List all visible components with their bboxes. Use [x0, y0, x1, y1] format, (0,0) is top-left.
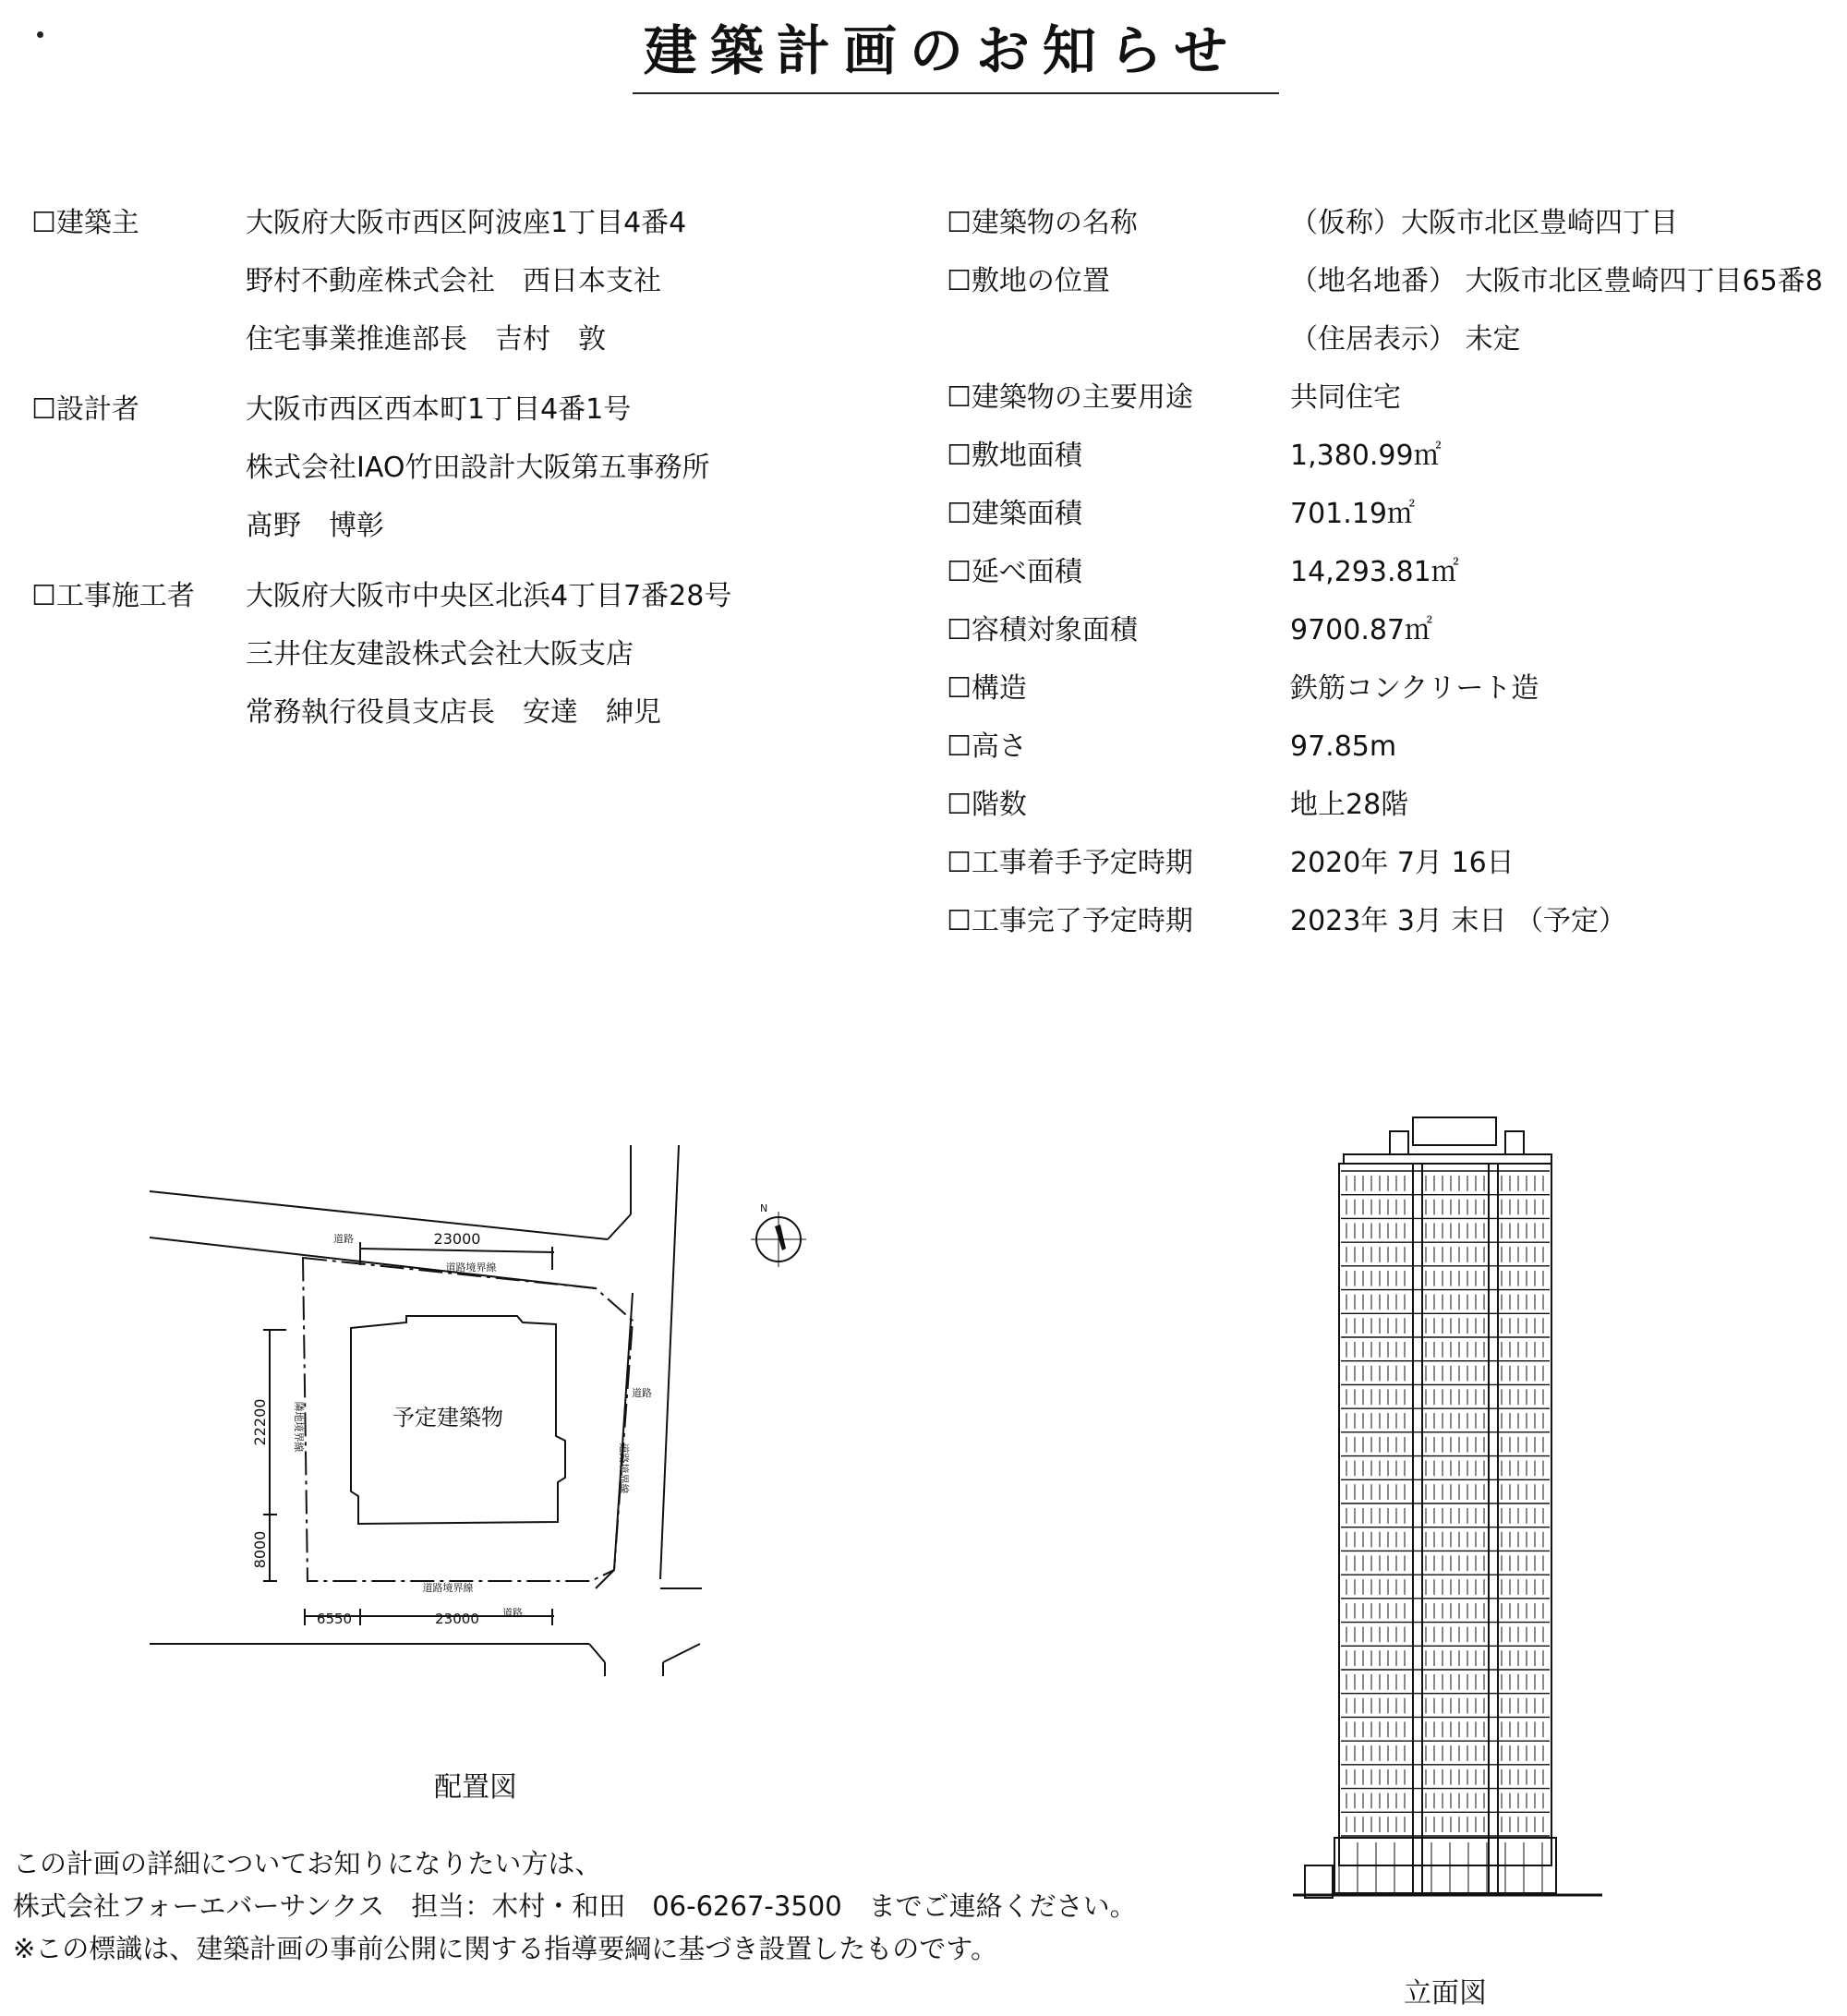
- info-value: （地名地番） 大阪市北区豊崎四丁目65番8: [1290, 265, 1823, 297]
- info-item-height: [947, 718, 1833, 776]
- road-edge-line: [589, 1644, 605, 1662]
- info-value: （住居表示） 未定: [1290, 323, 1521, 356]
- info-value: 701.19㎡: [1290, 498, 1415, 530]
- info-item-far-area: [947, 601, 1833, 659]
- info-label: ☐容積対象面積: [947, 614, 1138, 646]
- info-label: ☐構造: [947, 672, 1027, 705]
- footer-notes: [13, 1842, 1137, 1970]
- left-info-column: [31, 194, 936, 742]
- info-value: 2023年 3月 末日 （予定）: [1290, 905, 1627, 937]
- info-item-building-name: [947, 194, 1833, 252]
- info-item-total-floor-area: [947, 543, 1833, 601]
- side-annex: [1305, 1865, 1333, 1898]
- dimension-label: 23000: [435, 1611, 479, 1627]
- dimension-label: 6550: [316, 1611, 353, 1627]
- rooftop-structure: [1390, 1131, 1408, 1154]
- footer-line: 株式会社フォーエバーサンクス 担当：木村・和田 06-6267-3500 までご連絡ください。: [13, 1890, 1137, 1922]
- site-plan-caption: 配置図: [434, 1771, 517, 1804]
- dimension-line: [360, 1249, 554, 1252]
- info-value: 三井住友建設株式会社大阪支店: [246, 638, 634, 670]
- dimension-label: 22200: [251, 1398, 269, 1446]
- info-item-owner: [31, 194, 936, 368]
- info-value: 1,380.99㎡: [1290, 440, 1442, 472]
- info-label: ☐延べ面積: [947, 556, 1082, 588]
- info-value: 髙野 博彰: [246, 510, 384, 542]
- info-value: 大阪市西区西本町1丁目4番1号: [246, 393, 632, 426]
- north-arrow-icon: [743, 1201, 817, 1274]
- road-boundary-label: 道路境界線: [445, 1262, 497, 1274]
- info-item-floors: [947, 776, 1833, 834]
- info-label: ☐工事着手予定時期: [947, 847, 1193, 879]
- info-item-main-use: [947, 368, 1833, 427]
- site-plan-drawing: [139, 1131, 730, 1704]
- elevation-caption: 立面図: [1404, 1977, 1487, 2010]
- info-value: 97.85m: [1290, 730, 1397, 763]
- footer-line: ※この標識は、建築計画の事前公開に関する指導要綱に基づき設置したものです。: [13, 1933, 997, 1964]
- info-item-contractor: [31, 567, 936, 742]
- footer-line: この計画の詳細についてお知りになりたい方は、: [13, 1848, 602, 1879]
- road-boundary-label: 道路境界線: [422, 1582, 474, 1594]
- info-value: 大阪府大阪市西区阿波座1丁目4番4: [246, 207, 687, 239]
- rooftop-structure: [1413, 1117, 1496, 1145]
- right-info-column: [947, 194, 1833, 950]
- info-value: 鉄筋コンクリート造: [1290, 672, 1539, 705]
- info-item-start-date: [947, 834, 1833, 892]
- elevation-drawing: [1293, 1108, 1625, 1902]
- page-title: 建築計画のお知らせ: [643, 19, 1241, 82]
- road-edge-line: [150, 1191, 608, 1239]
- info-label: ☐工事施工者: [31, 580, 195, 612]
- info-item-designer: [31, 380, 936, 555]
- info-value: 地上28階: [1290, 789, 1409, 821]
- title-underline: [633, 92, 1279, 94]
- info-label: ☐建築主: [31, 207, 139, 239]
- info-value: 住宅事業推進部長 吉村 敦: [246, 323, 606, 356]
- info-value: 14,293.81㎡: [1290, 556, 1459, 588]
- road-label: 道路: [632, 1387, 652, 1399]
- info-label: ☐敷地面積: [947, 440, 1082, 472]
- road-boundary-label: 道路境界線: [618, 1443, 630, 1494]
- info-label: ☐階数: [947, 789, 1027, 821]
- rooftop-structure: [1505, 1131, 1524, 1154]
- info-item-completion-date: [947, 892, 1833, 950]
- info-value: 共同住宅: [1290, 381, 1401, 414]
- roof-parapet: [1344, 1154, 1551, 1164]
- info-value: （仮称）大阪市北区豊崎四丁目: [1290, 207, 1678, 239]
- info-item-building-area: [947, 485, 1833, 543]
- road-label: 道路: [502, 1607, 523, 1619]
- info-label: ☐建築面積: [947, 498, 1082, 530]
- info-item-structure: [947, 659, 1833, 718]
- info-label: ☐敷地の位置: [947, 265, 1110, 297]
- info-item-site-area: [947, 427, 1833, 485]
- planned-building-label: 予定建築物: [392, 1405, 503, 1431]
- dimension-label: 23000: [433, 1230, 481, 1248]
- info-value: 常務執行役員支店長 安達 紳児: [246, 696, 661, 729]
- road-edge-line: [660, 1145, 679, 1579]
- info-item-site-location: [947, 252, 1833, 368]
- info-label: ☐工事完了予定時期: [947, 905, 1193, 937]
- info-value: 2020年 7月 16日: [1290, 847, 1515, 879]
- info-value: 大阪府大阪市中央区北浜4丁目7番28号: [246, 580, 732, 612]
- dimension-label: 8000: [251, 1530, 269, 1569]
- info-value: 野村不動産株式会社 西日本支社: [246, 265, 661, 297]
- road-label: 道路: [333, 1233, 354, 1245]
- info-label: ☐高さ: [947, 730, 1027, 763]
- north-label: N: [760, 1202, 768, 1214]
- info-label: ☐建築物の名称: [947, 207, 1138, 239]
- road-edge-line: [608, 1214, 631, 1239]
- info-value: 9700.87㎡: [1290, 614, 1433, 646]
- neighbor-boundary-label: 隣地境界線: [293, 1401, 305, 1453]
- road-edge-line: [663, 1644, 700, 1662]
- info-value: 株式会社IAO竹田設計大阪第五事務所: [246, 452, 710, 484]
- road-edge-line: [596, 1570, 614, 1588]
- info-label: ☐建築物の主要用途: [947, 381, 1193, 414]
- info-label: ☐設計者: [31, 393, 139, 426]
